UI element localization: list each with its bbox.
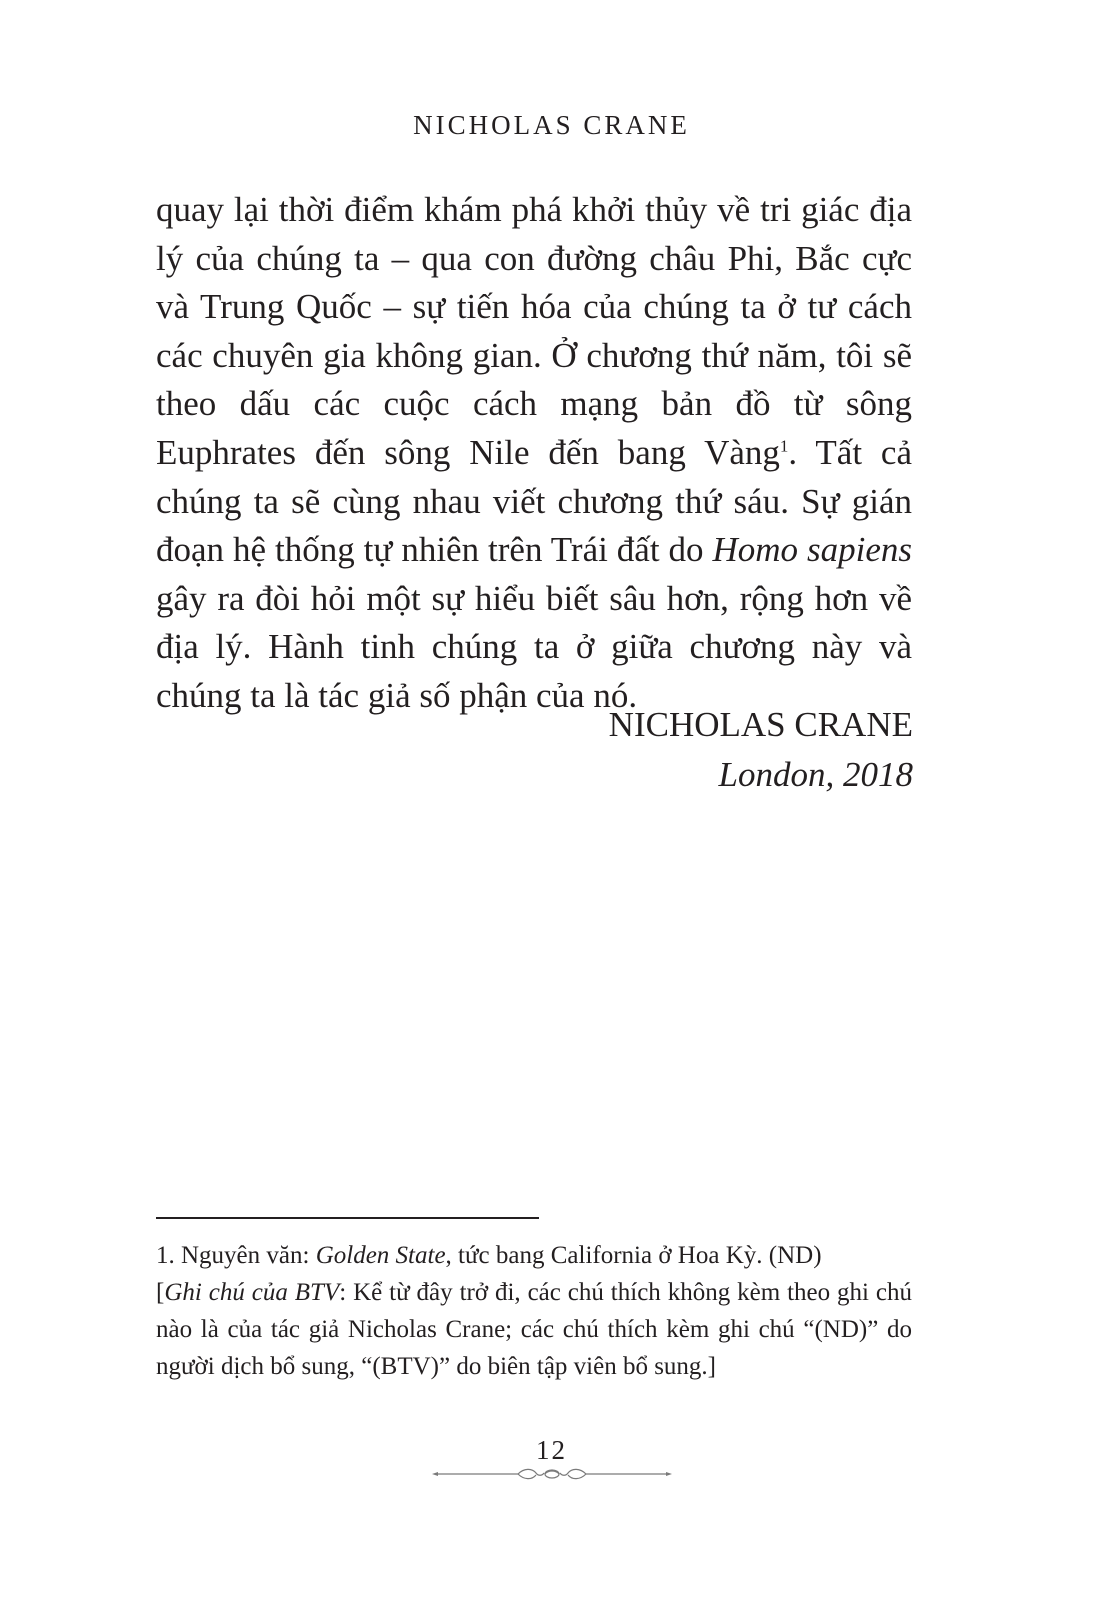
footnote-bracket-open: [ bbox=[156, 1279, 165, 1306]
footnote-number: 1. bbox=[156, 1242, 175, 1269]
footnote bbox=[156, 1237, 912, 1385]
footnote-reference: 1 bbox=[779, 436, 789, 456]
body-text-part2: . Tất cả chúng ta sẽ cùng nhau viết chương thứ sáu. Sự gián đoạn hệ thống tự nhiên trên Trái đất do bbox=[156, 432, 912, 570]
folio-ornament-icon bbox=[432, 1467, 672, 1481]
body-paragraph bbox=[156, 186, 912, 721]
signature-author: NICHOLAS CRANE bbox=[608, 705, 913, 744]
body-text-part3: gây ra đòi hỏi một sự hiểu biết sâu hơn, rộng hơn về địa lý. Hành tinh chúng ta ở giữa chương này và chúng ta là tác giả số phận của nó. bbox=[156, 578, 912, 715]
footnote-text2: : Kể từ đây trở đi, các chú thích không kèm theo ghi chú nào là của tác giả Nicholas Crane; các chú thích kèm ghi chú “(ND)” do người dịch bổ sung, “(BTV)” do biên tập viên bổ sung.] bbox=[156, 1279, 913, 1380]
italic-term: Homo sapiens bbox=[712, 530, 912, 570]
body-text-part1: quay lại thời điểm khám phá khởi thủy về tri giác địa lý của chúng ta – qua con đường châu Phi, Bắc cực và Trung Quốc – sự tiến hóa của chúng ta ở tư cách các chuyên gia không gian. Ở chương thứ năm, tôi sẽ theo dấu các cuộc cách mạng bản đồ từ sông Euphrates đến sông Nile đến bang Vàng bbox=[156, 190, 912, 472]
signature-block bbox=[609, 700, 913, 800]
footnote-italic-source: Golden State bbox=[315, 1242, 446, 1269]
footnote-divider bbox=[156, 1217, 539, 1219]
running-head: NICHOLAS CRANE bbox=[413, 110, 690, 140]
signature-place-date: London, 2018 bbox=[718, 755, 913, 794]
footnote-italic-label: Ghi chú của BTV bbox=[164, 1279, 340, 1306]
page-number: 12 bbox=[536, 1435, 567, 1465]
footnote-lead: Nguyên văn: bbox=[174, 1242, 316, 1269]
footnote-text1: , tức bang California ở Hoa Kỳ. (ND) bbox=[445, 1242, 822, 1269]
